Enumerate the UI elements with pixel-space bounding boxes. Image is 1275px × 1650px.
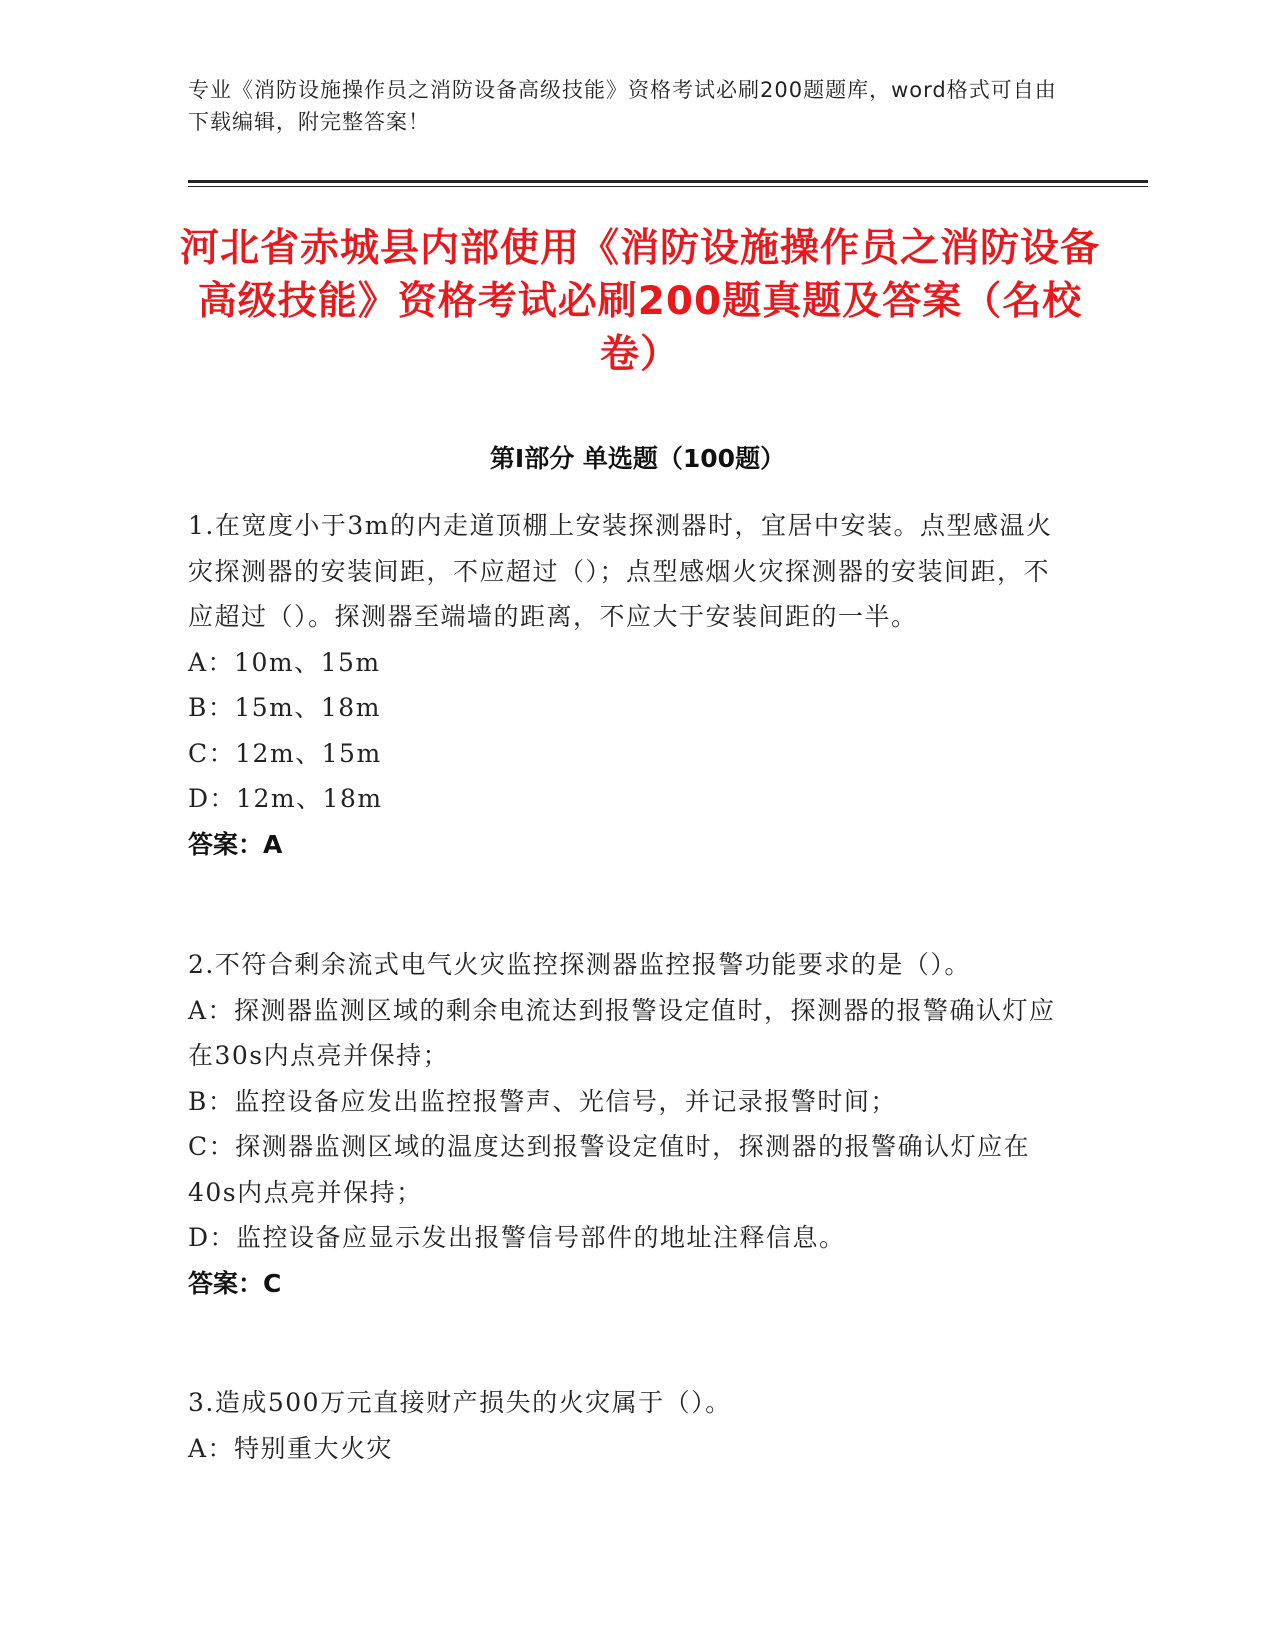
option-a: A：特别重大火灾 — [188, 1433, 394, 1463]
question-3 — [188, 1380, 1068, 1471]
option-a: A：探测器监测区域的剩余电流达到报警设定值时，探测器的报警确认灯应在30s内点亮并保持； — [188, 995, 1056, 1070]
question-stem: 2.不符合剩余流式电气火灾监控探测器监控报警功能要求的是（）。 — [188, 950, 971, 979]
header-divider-thick — [188, 180, 1148, 183]
option-b: B：15m、18m — [188, 693, 381, 722]
question-2 — [188, 942, 1068, 1306]
section-heading: 第Ⅰ部分 单选题（100题） — [489, 444, 786, 473]
option-d: D：12m、18m — [188, 784, 383, 813]
option-c: C：探测器监测区域的温度达到报警设定值时，探测器的报警确认灯应在40s内点亮并保持； — [188, 1132, 1031, 1207]
option-a: A：10m、15m — [188, 647, 381, 677]
question-stem: 1.在宽度小于3m的内走道顶棚上安装探测器时，宜居中安装。点型感温火灾探测器的安装间距，不应超过（）；点型感烟火灾探测器的安装间距，不应超过（）。探测器至端墙的距离，不应大于安装间距的一半。 — [188, 511, 1053, 631]
header-divider-thin — [188, 186, 1148, 187]
option-c: C：12m、15m — [188, 738, 382, 768]
option-b: B：监控设备应发出监控报警声、光信号，并记录报警时间； — [188, 1086, 897, 1116]
answer-line: 答案：A — [188, 829, 283, 859]
question-1 — [188, 503, 1068, 867]
question-stem: 3.造成500万元直接财产损失的火灾属于（）。 — [188, 1388, 732, 1417]
header-note: 专业《消防设施操作员之消防设备高级技能》资格考试必刷200题题库，word格式可自由下载编辑，附完整答案！ — [188, 78, 1057, 134]
document-title: 河北省赤城县内部使用《消防设施操作员之消防设备高级技能》资格考试必刷200题真题及答案（名校卷） — [180, 226, 1101, 377]
option-d: D：监控设备应显示发出报警信号部件的地址注释信息。 — [188, 1223, 846, 1252]
answer-line: 答案：C — [188, 1268, 282, 1298]
